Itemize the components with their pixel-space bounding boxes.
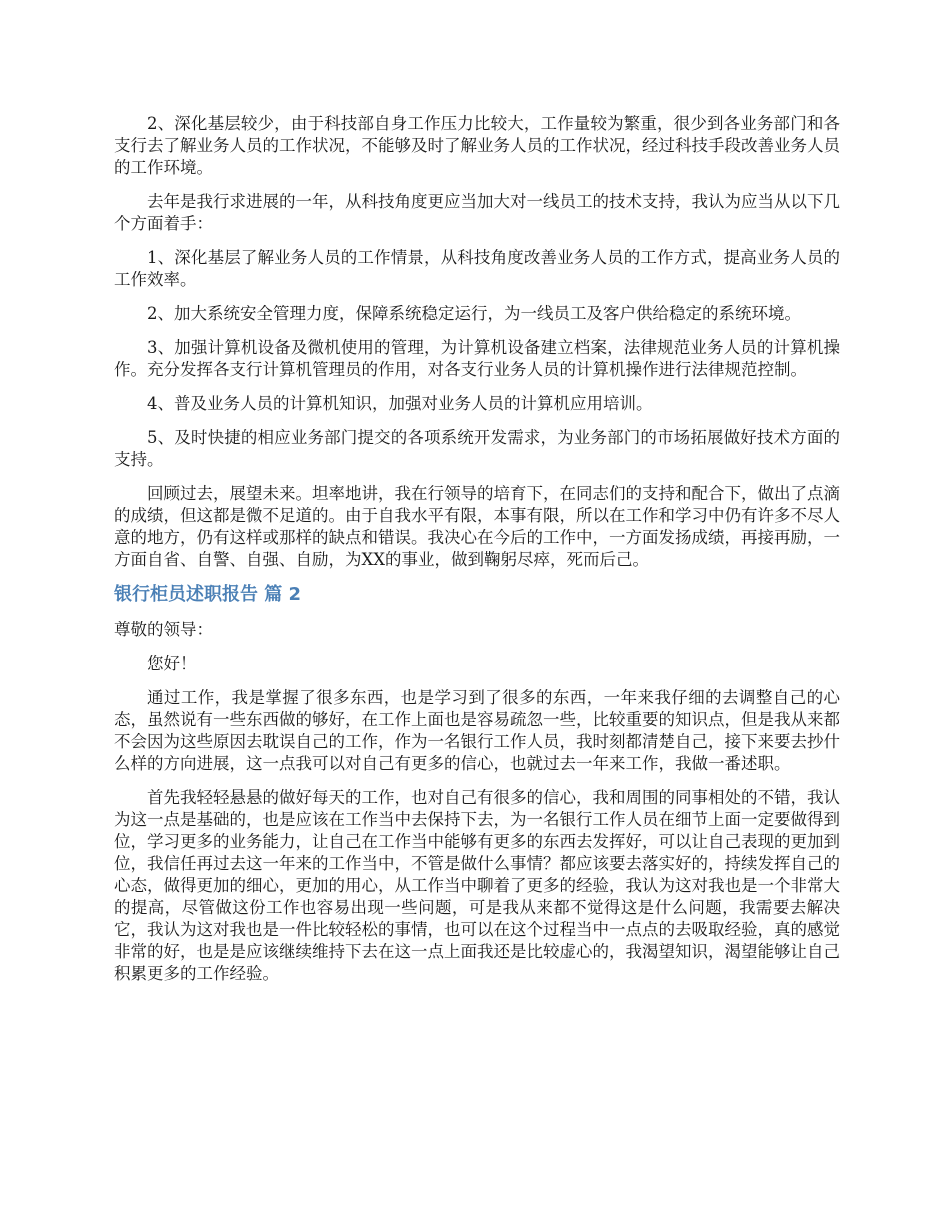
paragraph: 回顾过去，展望未来。坦率地讲，我在行领导的培育下，在同志们的支持和配合下，做出了点滴的成绩，但这都是微不足道的。由于自我水平有限，本事有限，所以在工作和学习中仍有许多不尽人意的地方，仍有这样或那样的缺点和错误。我决心在今后的工作中，一方面发扬成绩，再接再励，一方面自省、自警、自强、自励，为XX的事业，做到鞠躬尽瘁，死而后己。 bbox=[114, 484, 840, 569]
paragraph: 2、深化基层较少，由于科技部自身工作压力比较大，工作量较为繁重，很少到各业务部门和各支行去了解业务人员的工作状况，不能够及时了解业务人员的工作状况，经过科技手段改善业务人员的工作环境。 bbox=[114, 114, 840, 177]
paragraph: 1、深化基层了解业务人员的工作情景，从科技角度改善业务人员的工作方式，提高业务人员的工作效率。 bbox=[114, 248, 840, 289]
paragraph: 去年是我行求进展的一年，从科技角度更应当加大对一线员工的技术支持，我认为应当从以下几个方面着手： bbox=[114, 192, 840, 233]
paragraph: 3、加强计算机设备及微机使用的管理，为计算机设备建立档案，法律规范业务人员的计算机操作。充分发挥各支行计算机管理员的作用，对各支行业务人员的计算机操作进行法律规范控制。 bbox=[114, 338, 840, 379]
paragraph: 5、及时快捷的相应业务部门提交的各项系统开发需求，为业务部门的市场拓展做好技术方面的支持。 bbox=[114, 428, 840, 469]
greeting: 您好！ bbox=[147, 654, 197, 673]
paragraph: 通过工作，我是掌握了很多东西，也是学习到了很多的东西，一年来我仔细的去调整自己的心态，虽然说有一些东西做的够好，在工作上面也是容易疏忽一些，比较重要的知识点，但是我从来都不会因为这些原因去耽误自己的工作，作为一名银行工作人员，我时刻都清楚自己，接下来要去抄什么样的方向进展，这一点我可以对自己有更多的信心，也就过去一年来工作，我做一番述职。 bbox=[114, 688, 840, 773]
paragraph: 4、普及业务人员的计算机知识，加强对业务人员的计算机应用培训。 bbox=[147, 394, 653, 413]
document-page bbox=[114, 113, 840, 997]
paragraph: 2、加大系统安全管理力度，保障系统稳定运行，为一线员工及客户供给稳定的系统环境。 bbox=[147, 304, 801, 323]
salutation: 尊敬的领导： bbox=[114, 620, 213, 639]
paragraph: 首先我轻轻悬悬的做好每天的工作，也对自己有很多的信心，我和周围的同事相处的不错，我认为这一点是基础的，也是应该在工作当中去保持下去，为一名银行工作人员在细节上面一定要做得到位，学习更多的业务能力，让自己在工作当中能够有更多的东西去发挥好，可以让自己表现的更加到位，我信任再过去这一年来的工作当中，不管是做什么事情？都应该要去落实好的，持续发挥自己的心态，做得更加的细心，更加的用心，从工作当中聊着了更多的经验，我认为这对我也是一个非常大的提高，尽管做这份工作也容易出现一些问题，可是我从来都不觉得这是什么问题，我需要去解决它，我认为这对我也是一件比较轻松的事情，也可以在这个过程当中一点点的去吸取经验，真的感觉非常的好，也是是应该继续维持下去在这一点上面我还是比较虚心的，我渴望知识，渴望能够让自己积累更多的工作经验。 bbox=[114, 788, 840, 983]
section-heading: 银行柜员述职报告 篇 2 bbox=[114, 584, 302, 605]
